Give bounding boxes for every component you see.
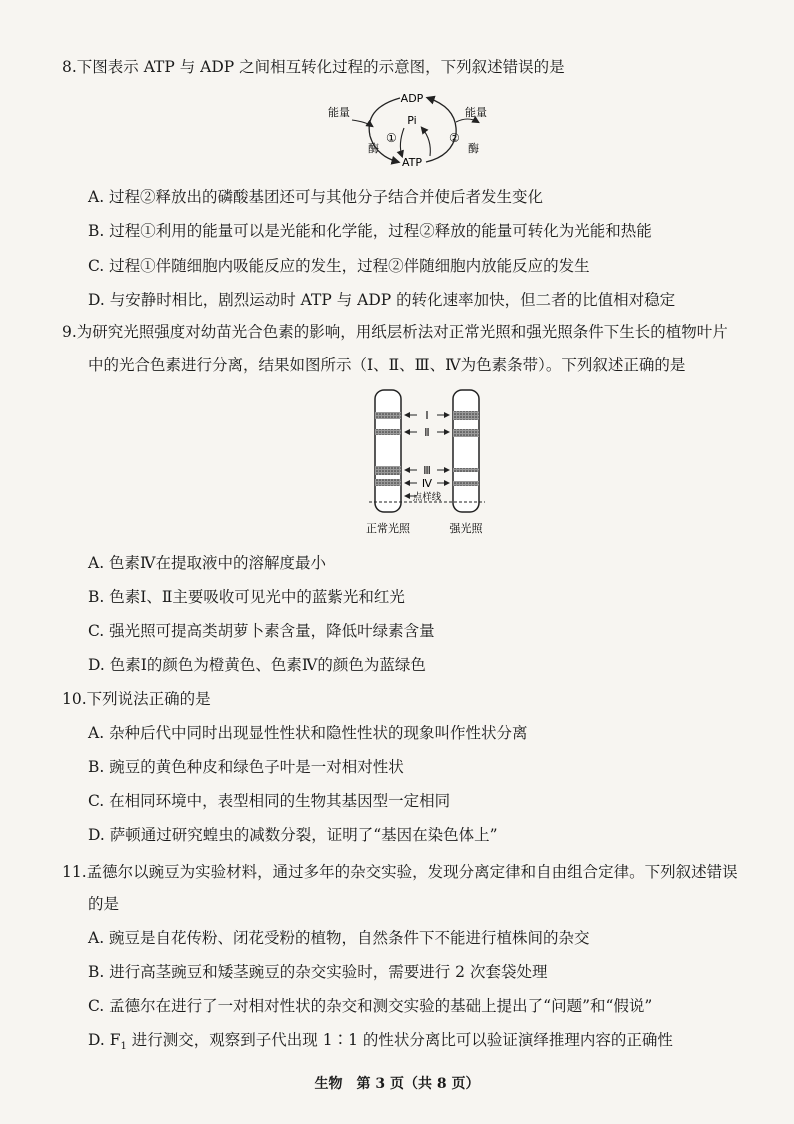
right-band-4 [453,481,479,486]
q11-stem-line1: 11.孟德尔以豌豆为实验材料，通过多年的杂交实验，发现分离定律和自由组合定律。下列叙述错误 [62,863,738,881]
energy-out-arrow [456,119,478,122]
q11-option-d-prefix: D. F [88,1031,121,1049]
q11-stem-line2: 的是 [88,895,120,913]
right-enzyme-label: 酶 [468,142,479,155]
left-band-1 [375,412,401,419]
right-paper-strip [453,390,479,512]
strong-light-label: 强光照 [449,522,483,535]
q10-option-a: A. 杂种后代中同时出现显性性状和隐性性状的现象叫作性状分离 [88,724,528,742]
q11-option-b: B. 进行高茎豌豆和矮茎豌豆的杂交实验时，需要进行 2 次套袋处理 [88,963,548,981]
q9-option-a: A. 色素Ⅳ在提取液中的溶解度最小 [88,554,327,572]
left-band-2 [375,429,401,435]
band-label-3: Ⅲ [423,464,431,477]
right-band-2 [453,429,479,437]
q10-stem: 10.下列说法正确的是 [62,690,211,708]
q11-option-d-subscript: 1 [120,1041,127,1053]
q11-option-a: A. 豌豆是自花传粉、闭花受粉的植物，自然条件下不能进行植株间的杂交 [88,929,590,947]
adp-label: ADP [400,92,424,105]
right-band-3 [453,468,479,472]
band-label-1: Ⅰ [425,409,429,422]
q9-option-d: D. 色素Ⅰ的颜色为橙黄色、色素Ⅳ的颜色为蓝绿色 [88,656,426,674]
pi-in-arrow [400,128,404,156]
pi-out-arrow [422,128,430,156]
q9-option-b: B. 色素Ⅰ、Ⅱ主要吸收可见光中的蓝紫光和红光 [88,588,405,606]
left-paper-strip [375,390,401,512]
q11-option-c: C. 孟德尔在进行了一对相对性状的杂交和测交实验的基础上提出了“问题”和“假说” [88,997,653,1015]
q9-stem-line1: 9.为研究光照强度对幼苗光合色素的影响，用纸层析法对正常光照和强光照条件下生长的植物叶片 [62,323,728,341]
q8-option-c: C. 过程①伴随细胞内吸能反应的发生，过程②伴随细胞内放能反应的发生 [88,257,590,275]
q8-option-b: B. 过程①利用的能量可以是光能和化学能，过程②释放的能量可转化为光能和热能 [88,222,652,240]
q9-option-c: C. 强光照可提高类胡萝卜素含量，降低叶绿素含量 [88,622,435,640]
q11-option-d-text: 进行测交，观察到子代出现 1∶1 的性状分离比可以验证演绎推理内容的正确性 [126,1031,673,1049]
band-label-2: Ⅱ [424,426,430,439]
band-label-4: Ⅳ [421,477,433,490]
atp-label: ATP [401,156,423,169]
left-enzyme-label: 酶 [368,142,379,155]
right-band-1 [453,411,479,420]
q10-option-d: D. 萨顿通过研究蝗虫的减数分裂，证明了“基因在染色体上” [88,826,498,844]
page-footer: 生物 第 3 页（共 8 页） [314,1076,480,1092]
left-band-4 [375,479,401,486]
normal-light-label: 正常光照 [366,522,410,535]
q8-option-d: D. 与安静时相比，剧烈运动时 ATP 与 ADP 的转化速率加快，但二者的比值相对稳定 [88,291,676,309]
chromatography-diagram [355,386,505,540]
pi-label: Pi [407,114,417,127]
q8-stem: 8.下图表示 ATP 与 ADP 之间相互转化过程的示意图，下列叙述错误的是 [62,58,565,76]
process2-label: ② [449,131,460,145]
q8-option-a: A. 过程②释放出的磷酸基团还可与其他分子结合并使后者发生变化 [88,188,544,206]
q9-stem-line2: 中的光合色素进行分离，结果如图所示（Ⅰ、Ⅱ、Ⅲ、Ⅳ为色素条带）。下列叙述正确的是 [88,356,686,374]
right-energy-label: 能量 [465,106,487,119]
atp-adp-cycle-diagram [320,86,495,174]
left-band-3 [375,466,401,475]
process1-label: ① [386,131,397,145]
q10-option-b: B. 豌豆的黄色种皮和绿色子叶是一对相对性状 [88,758,404,776]
q10-option-c: C. 在相同环境中，表型相同的生物其基因型一定相同 [88,792,451,810]
origin-line-label: 点样线 [412,492,442,503]
left-energy-label: 能量 [328,106,350,119]
q11-option-d [88,1030,673,1057]
